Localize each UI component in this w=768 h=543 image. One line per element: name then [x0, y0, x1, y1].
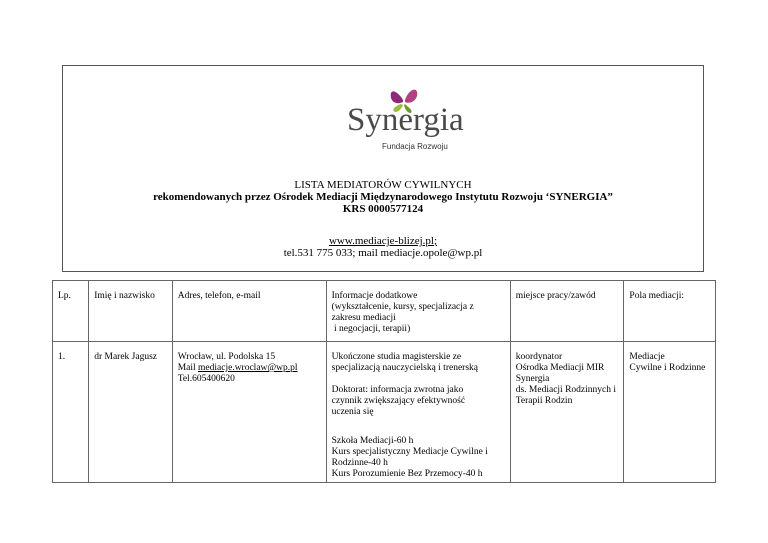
cell-address: Wrocław, ul. Podolska 15 Mail mediacje.wroclaw@wp.pl Tel.605400620: [172, 342, 326, 483]
header-workplace: miejsce pracy/zawód: [510, 281, 624, 342]
table-row: [53, 342, 716, 483]
contact-line: tel.531 775 033; mail mediacje.opole@wp.pl: [283, 247, 483, 259]
header-address: Adres, telefon, e-mail: [172, 281, 326, 342]
cell-lp: 1.: [53, 342, 89, 483]
cell-workplace: koordynator Ośrodka Mediacji MIR Synergia ds. Mediacji Rodzinnych i Terapii Rodzin: [510, 342, 624, 483]
logo-subtitle: Fundacja Rozwoju: [382, 142, 448, 151]
header-name: Imię i nazwisko: [89, 281, 173, 342]
subtitle-line: rekomendowanych przez Ośrodek Mediacji Międzynarodowego Instytutu Rozwoju ‘SYNERGIA”: [153, 191, 613, 203]
cell-info: Ukończone studia magisterskie ze specjalizacją nauczycielską i trenerską Doktorat: informacja zwrotna jako czynnik zwiększający efektywność uczenia się Szkoła Mediacji-60 h Kurs specjalistyczny Mediacje Cywilne i Rodzinne-40 h Kurs Porozumienie Bez Przemocy-40 h: [326, 342, 510, 483]
mediators-table: [52, 280, 716, 483]
header-box: [62, 65, 704, 272]
table-header-row: [53, 281, 716, 342]
synergia-logo: [347, 86, 467, 158]
title-line: LISTA MEDIATORÓW CYWILNYCH: [294, 179, 472, 191]
logo-wordmark: Synergia: [347, 102, 464, 138]
header-lp: Lp.: [53, 281, 89, 342]
cell-fields: Mediacje Cywilne i Rodzinne: [624, 342, 716, 483]
header-info: Informacje dodatkowe (wykształcenie, kursy, specjalizacja z zakresu mediacji i negocjacji, terapii): [326, 281, 510, 342]
website-suffix: ;: [433, 235, 438, 247]
header-fields: Pola mediacji:: [624, 281, 716, 342]
website-line: [63, 235, 703, 247]
website-link[interactable]: www.mediacje-blizej.pl: [328, 235, 434, 247]
krs-line: KRS 0000577124: [342, 203, 424, 215]
cell-name: dr Marek Jagusz: [89, 342, 173, 483]
email-link[interactable]: mediacje.wroclaw@wp.pl: [198, 363, 298, 373]
